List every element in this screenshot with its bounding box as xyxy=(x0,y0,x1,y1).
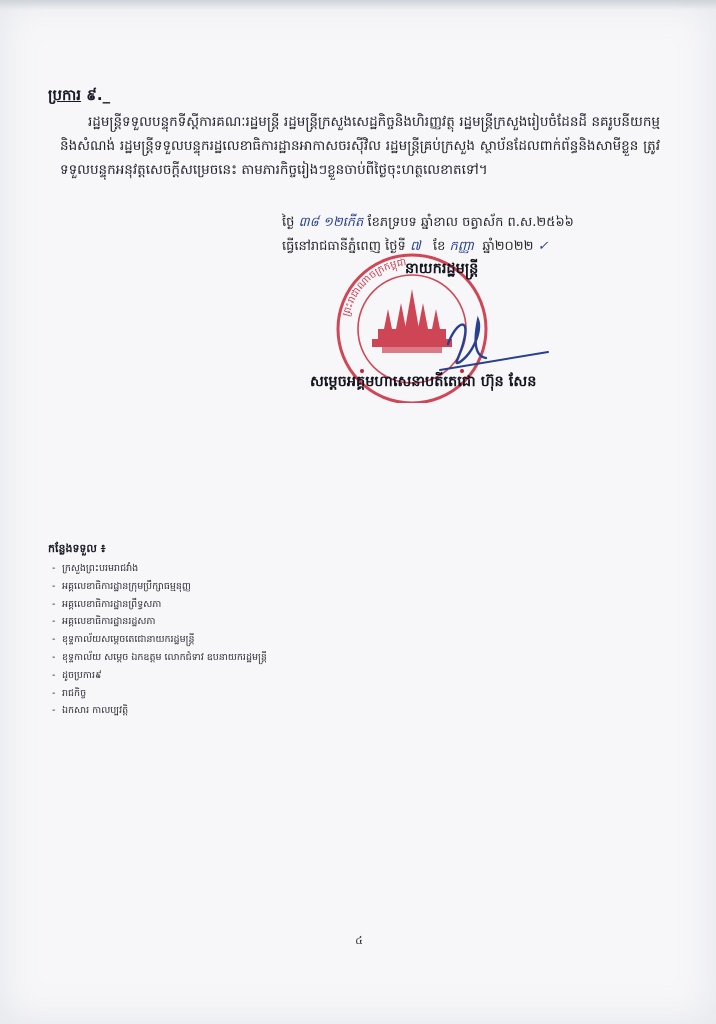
solar-date-day: ៧ xyxy=(409,239,421,254)
list-item: - ខុទ្ទកាល័យសម្តេចតេជោនាយករដ្ឋមន្ត្រី xyxy=(52,634,195,646)
lunar-date-day: ៣៨ xyxy=(298,215,319,230)
scan-top-edge xyxy=(0,0,716,10)
seal-lettering: ព្រះរាជាណាចក្រកម្ពុជា xyxy=(341,257,408,318)
list-item: - ឯកសារ កាលប្បវត្តិ xyxy=(52,705,129,717)
article-heading: ប្រការ ៩._ xyxy=(48,86,111,104)
list-item: - អគ្គលេខាធិការដ្ឋានក្រុមប្រឹក្សាធម្មនុញ្ញ xyxy=(52,580,191,592)
article-heading-number: ៩. xyxy=(86,86,103,104)
body-paragraph: រដ្ឋមន្ត្រីទទួលបន្ទុកទីស្តីការគណៈរដ្ឋមន្ត្រី រដ្ឋមន្ត្រីក្រសួងសេដ្ឋកិច្ចនិងហិរញ្ញវត្ថុ រដ្ឋមន្ត្រីក្រសួងរៀបចំដែនដី នគរូបនីយកម្មនិងសំណង់ រដ្ឋមន្ត្រីទទួលបន្ទុករដ្ឋលេខាធិការដ្ឋានអាកាសចរស៊ីវិល រដ្ឋមន្ត្រីគ្រប់ក្រសួង ស្ថាប័នដែលពាក់ព័ន្ធនិងសាមីខ្លួន ត្រូវទទួលបន្ទុកអនុវត្តសេចក្តីសម្រេចនេះ តាមភារកិច្ចរៀងៗខ្លួនចាប់ពីថ្ងៃចុះហត្ថលេខាតទៅ។ xyxy=(60,114,660,178)
recipients-heading: កន្លែងទទួល ៖ xyxy=(48,542,106,555)
lunar-date-suffix: ឆ្នាំខាល ចត្វាស័ក ព.ស.២៥៦៦ xyxy=(420,215,574,230)
handwritten-check-mark: ✓ xyxy=(537,239,549,254)
recipients-list xyxy=(52,560,267,720)
handwritten-signature xyxy=(430,300,560,380)
solar-date-prefix: ធ្វើនៅរាជធានីភ្នំពេញ ថ្ងៃទី xyxy=(282,239,406,254)
list-item: - អគ្គលេខាធិការដ្ឋានរដ្ឋសភា xyxy=(52,616,156,628)
lunar-date-line xyxy=(282,214,662,233)
lunar-date-prefix: ថ្ងៃ xyxy=(282,215,295,230)
list-item: - អគ្គលេខាធិការដ្ឋានព្រឹទ្ធសភា xyxy=(52,598,162,610)
page-number: ៤ xyxy=(355,934,363,947)
signer-title: នាយករដ្ឋមន្ត្រី xyxy=(405,261,479,277)
list-item: - ក្រសួងព្រះបរមរាជវាំង xyxy=(52,563,139,574)
lunar-date-mid: ១២កើត xyxy=(322,215,364,230)
list-item: - ខុទ្ទកាល័យ សម្តេច ឯកឧត្តម លោកជំទាវ ឧបនាយករដ្ឋមន្ត្រី xyxy=(52,651,267,663)
solar-date-year: ឆ្នាំ២០២២ xyxy=(482,239,534,254)
signer-name: សម្តេចអគ្គមហាសេនាបតីតេជោ ហ៊ុន សែន xyxy=(310,374,537,390)
article-heading-prefix: ប្រការ xyxy=(48,86,82,104)
list-item: - ដូចប្រការ៩ xyxy=(52,669,102,681)
list-item: - រាជកិច្ច xyxy=(52,687,87,699)
body-paragraph-container xyxy=(60,110,660,182)
solar-date-month-label: ខែ xyxy=(433,239,446,254)
lunar-date-month: ខែភទ្របទ xyxy=(367,215,417,230)
solar-date-month: កញ្ញា xyxy=(449,239,475,254)
